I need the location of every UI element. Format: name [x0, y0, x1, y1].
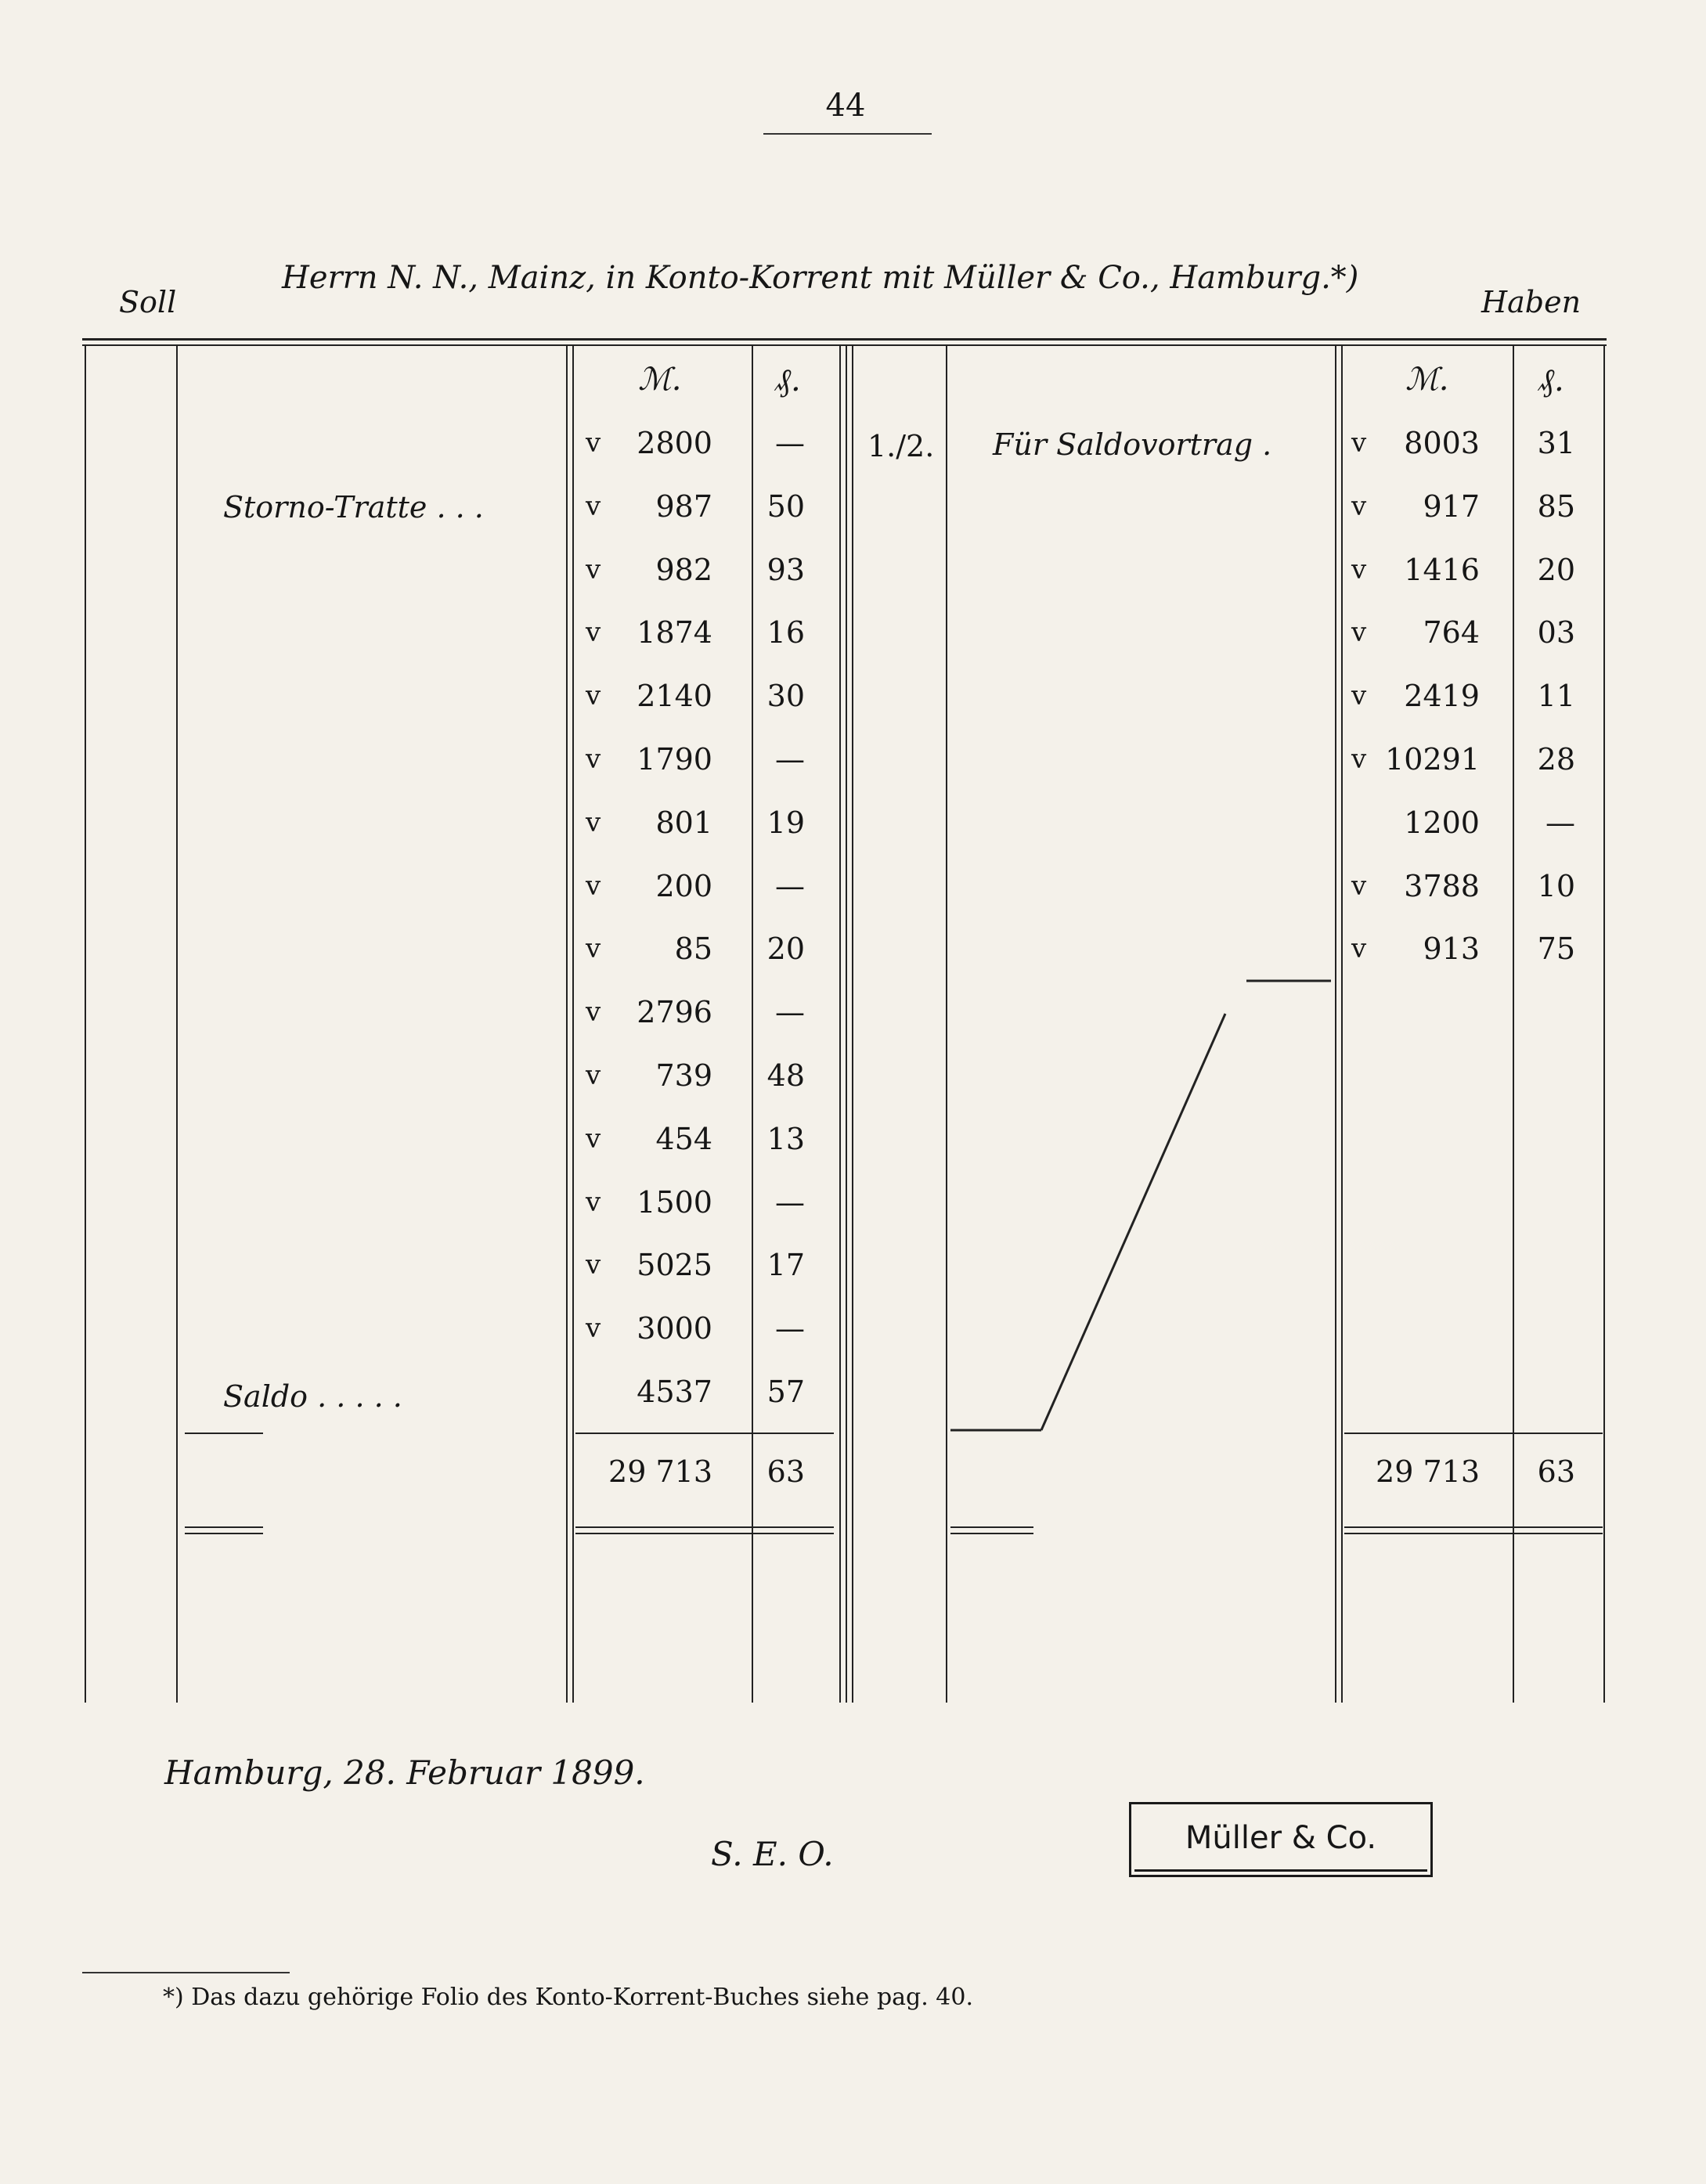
ledger-top-rule	[82, 338, 1607, 341]
left-entry-pf-amount: —	[775, 742, 805, 777]
left-entry-check-mark: v	[586, 680, 601, 712]
company-stamp	[1129, 1802, 1433, 1877]
left-entry-check-mark: v	[586, 870, 601, 902]
left-entry-mark-amount: 5025	[637, 1248, 712, 1283]
left-entry-pf-amount: 16	[766, 615, 805, 651]
right-entry-pf-amount: 11	[1537, 679, 1575, 714]
right-entry-pf-amount: 31	[1537, 426, 1575, 460]
right-double-rule-a	[950, 1526, 1033, 1528]
left-entry-check-mark: v	[586, 490, 601, 522]
left-entry-mark-amount: 1500	[637, 1184, 712, 1220]
right-double-rule-d	[1344, 1533, 1603, 1534]
right-entry-check-mark: v	[1351, 553, 1367, 586]
left-entry-mark-amount: 1790	[637, 742, 712, 777]
left-entry-mark-amount: 85	[674, 932, 712, 967]
left-entry-mark-amount: 4537	[637, 1375, 712, 1409]
page-number-rule	[763, 133, 932, 135]
saldovortrag-label: Für Saldovortrag .	[993, 427, 1272, 462]
right-entry-mark-amount: 1200	[1404, 805, 1480, 840]
left-entry-pf-amount: 93	[766, 552, 805, 587]
right-entry-mark-amount: 1416	[1404, 552, 1480, 587]
right-entry-mark-amount: 8003	[1404, 426, 1480, 460]
footnote: *) Das dazu gehörige Folio des Konto-Korrent-Buches siehe pag. 40.	[163, 1984, 974, 2011]
left-entry-check-mark: v	[586, 427, 601, 459]
haben-label: Haben	[1481, 285, 1582, 319]
right-entry-pf-amount: 20	[1537, 552, 1575, 587]
right-entry-mark-amount: 3788	[1404, 868, 1480, 903]
right-entry-pf-amount: 75	[1537, 932, 1575, 967]
col-line-center-b	[846, 344, 847, 1703]
right-entry-pf-amount: 03	[1537, 615, 1575, 651]
left-entry-pf-amount: —	[775, 1184, 805, 1220]
right-mark-header: ℳ.	[1405, 362, 1449, 398]
right-entry-mark-amount: 917	[1423, 488, 1480, 524]
left-entry-mark-amount: 801	[655, 805, 712, 840]
left-entry-check-mark: v	[586, 1186, 601, 1218]
left-entry-pf-amount: 48	[766, 1058, 805, 1093]
left-double-rule-c	[575, 1526, 834, 1528]
left-entry-mark-amount: 1874	[637, 615, 712, 651]
left-mark-header: ℳ.	[638, 362, 682, 398]
right-entry-check-mark: v	[1351, 680, 1367, 712]
right-entry-pf-amount: 28	[1537, 742, 1575, 777]
left-entry-pf-amount: 57	[766, 1375, 805, 1409]
stamp-text: Müller & Co.	[1185, 1820, 1377, 1856]
left-double-rule-b	[185, 1533, 263, 1534]
left-double-rule-d	[575, 1533, 834, 1534]
right-entry-pf-amount: 10	[1537, 868, 1575, 903]
left-entry-pf-amount: —	[775, 995, 805, 1030]
left-entry-check-mark: v	[586, 1060, 601, 1091]
right-entry-check-mark: v	[1351, 744, 1367, 775]
col-line-center-c	[852, 344, 853, 1703]
right-double-rule-c	[1344, 1526, 1603, 1528]
left-entry-check-mark: v	[586, 744, 601, 775]
right-entry-mark-amount: 10291	[1385, 742, 1480, 777]
left-entry-check-mark: v	[586, 1249, 601, 1281]
left-entry-mark-amount: 3000	[637, 1311, 712, 1346]
right-sum-rule	[1344, 1433, 1603, 1434]
left-entry-mark-amount: 2140	[637, 679, 712, 714]
left-entry-pf-amount: 20	[766, 932, 805, 967]
right-entry-check-mark: v	[1351, 490, 1367, 522]
col-line-left-date	[176, 344, 178, 1703]
left-entry-pf-amount: 13	[766, 1121, 805, 1156]
left-entry-check-mark: v	[586, 933, 601, 965]
left-sum-rule-amount	[575, 1433, 834, 1434]
right-total-pf: 63	[1537, 1454, 1575, 1489]
right-entry-check-mark: v	[1351, 870, 1367, 902]
left-pf-header: ₰.	[775, 362, 801, 398]
right-entry-mark-amount: 764	[1423, 615, 1480, 651]
col-line-left-amount-b	[572, 344, 574, 1703]
left-entry-pf-amount: 19	[766, 805, 805, 840]
right-entry-mark-amount: 913	[1423, 932, 1480, 967]
left-entry-mark-amount: 739	[655, 1058, 712, 1093]
right-double-rule-b	[950, 1533, 1033, 1534]
diagonal-filler-line	[940, 967, 1347, 1436]
right-entry-pf-amount: —	[1545, 805, 1575, 840]
left-entry-check-mark: v	[586, 553, 601, 586]
left-entry-pf-amount: 30	[766, 679, 805, 714]
right-entry-check-mark: v	[1351, 617, 1367, 649]
left-entry-pf-amount: 50	[766, 488, 805, 524]
left-entry-check-mark: v	[586, 1123, 601, 1155]
footnote-rule	[82, 1972, 290, 1973]
right-pf-header: ₰.	[1538, 362, 1564, 398]
col-line-right-edge	[1603, 344, 1605, 1703]
left-total-mark: 29 713	[608, 1454, 712, 1489]
right-entry-pf-amount: 85	[1537, 488, 1575, 524]
initials: S. E. O.	[711, 1835, 834, 1873]
left-entry-pf-amount: 17	[766, 1248, 805, 1283]
left-entry-check-mark: v	[586, 996, 601, 1029]
col-line-right-pf	[1513, 344, 1514, 1703]
place-date: Hamburg, 28. Februar 1899.	[164, 1753, 645, 1792]
ledger-top-rule-2	[82, 344, 1607, 346]
left-entry-mark-amount: 200	[655, 868, 712, 903]
left-total-pf: 63	[766, 1454, 805, 1489]
right-entry-check-mark: v	[1351, 933, 1367, 965]
left-entry-pf-amount: —	[775, 426, 805, 460]
storno-tratte-label: Storno-Tratte . . .	[223, 490, 484, 524]
right-date: 1./2.	[867, 429, 935, 463]
right-entry-mark-amount: 2419	[1404, 679, 1480, 714]
left-entry-mark-amount: 982	[655, 552, 712, 587]
col-line-center-a	[839, 344, 841, 1703]
left-entry-mark-amount: 2800	[637, 426, 712, 460]
left-entry-pf-amount: —	[775, 868, 805, 903]
page-number: 44	[825, 88, 866, 124]
left-entry-mark-amount: 454	[655, 1121, 712, 1156]
left-entry-check-mark: v	[586, 617, 601, 649]
left-entry-check-mark: v	[586, 806, 601, 838]
left-entry-mark-amount: 987	[655, 488, 712, 524]
soll-label: Soll	[119, 285, 177, 319]
account-title: Herrn N. N., Mainz, in Konto-Korrent mit Müller & Co., Hamburg.*)	[282, 260, 1359, 296]
left-double-rule-a	[185, 1526, 263, 1528]
col-line-left-edge	[85, 344, 86, 1703]
left-entry-check-mark: v	[586, 1313, 601, 1345]
left-entry-mark-amount: 2796	[637, 995, 712, 1030]
col-line-left-amount-a	[566, 344, 568, 1703]
left-sum-rule-label	[185, 1433, 263, 1434]
left-entry-pf-amount: —	[775, 1311, 805, 1346]
saldo-label: Saldo . . . . .	[223, 1379, 402, 1414]
right-total-mark: 29 713	[1376, 1454, 1480, 1489]
right-entry-check-mark: v	[1351, 427, 1367, 459]
